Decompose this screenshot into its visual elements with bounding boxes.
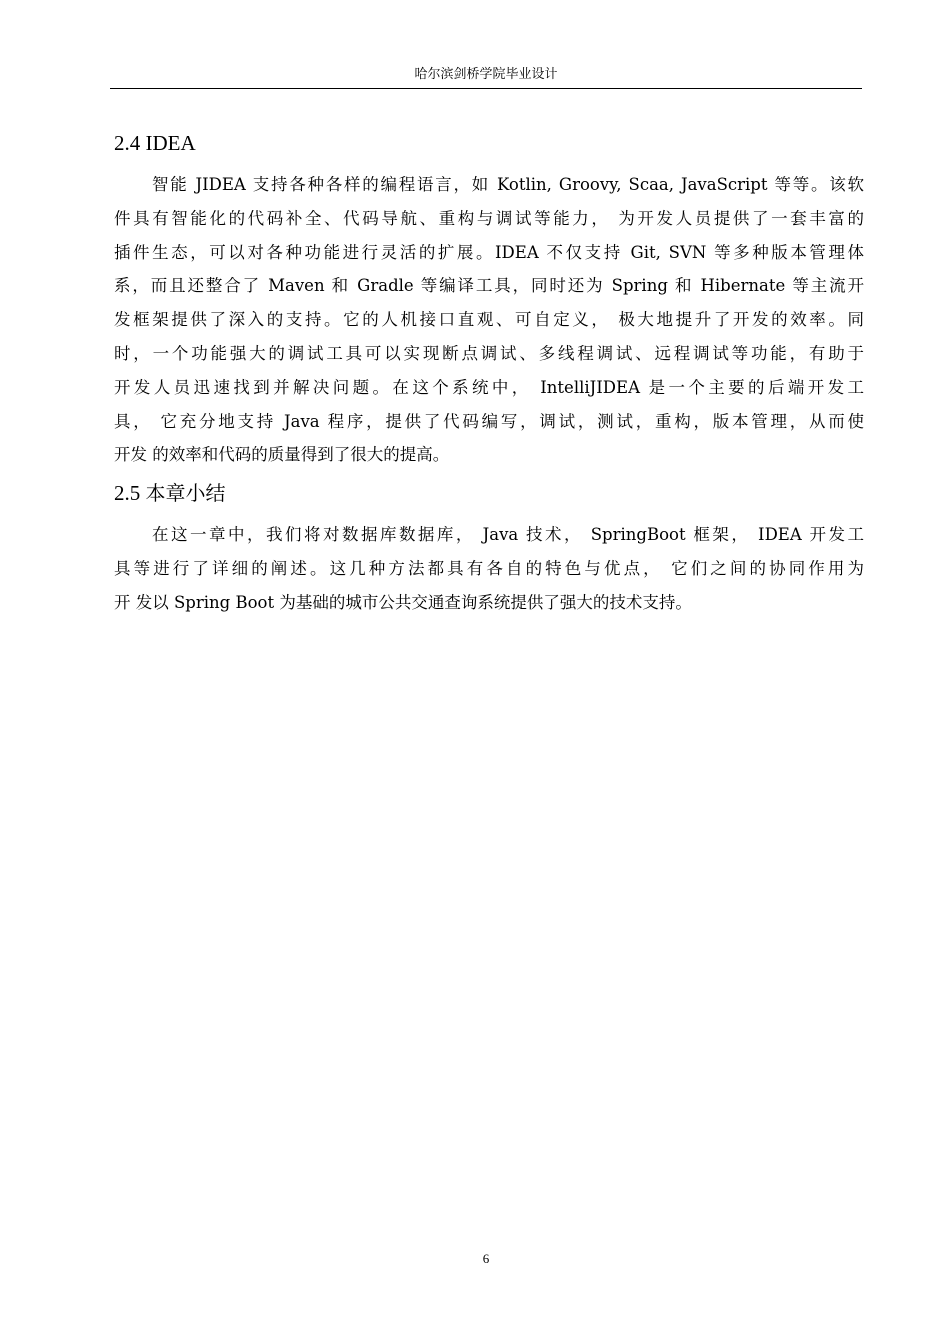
section-heading-2-5 [114,479,226,507]
paragraph-line: 在这一章中，我们将对数据库数据库， Java 技术， SpringBoot 框架， IDEA 开发工 [152,525,864,544]
paragraph-line: 开发 的效率和代码的质量得到了很大的提高。 [114,445,450,465]
section-heading-2-4 [114,129,196,157]
paragraph-line: 时，一个功能强大的调试工具可以实现断点调试、多线程调试、远程调试等功能，有助于 [114,343,864,363]
section-number: 2.4 [114,131,141,155]
section-title: IDEA [145,131,196,155]
header-divider [110,88,862,89]
section-2-4-paragraph [114,168,864,472]
paragraph-line: 开发人员迅速找到并解决问题。在这个系统中， IntelliJIDEA 是一个主要的后端开发工 [114,377,864,397]
paragraph-line: 发框架提供了深入的支持。它的人机接口直观、可自定义， 极大地提升了开发的效率。同 [114,310,864,330]
paragraph-line: 具等进行了详细的阐述。这几种方法都具有各自的特色与优点， 它们之间的协同作用为 [114,558,864,578]
section-number: 2.5 [114,481,141,505]
page-number: 6 [482,1251,490,1266]
paragraph-line: 智能 JIDEA 支持各种各样的编程语言，如 Kotlin, Groovy, Scaa, JavaScript 等等。该软 [152,175,864,194]
section-title: 本章小结 [145,481,226,505]
paragraph-line: 具， 它充分地支持 Java 程序，提供了代码编写，调试，测试，重构，版本管理，从而使 [114,411,864,431]
paragraph-line: 插件生态，可以对各种功能进行灵活的扩展。IDEA 不仅支持 Git, SVN 等多种版本管理体 [114,242,864,262]
paragraph-line: 件具有智能化的代码补全、代码导航、重构与调试等能力， 为开发人员提供了一套丰富的 [114,208,864,228]
paragraph-line: 开 发以 Spring Boot 为基础的城市公共交通查询系统提供了强大的技术支持。 [114,592,692,612]
section-2-5-paragraph [114,518,864,619]
running-header: 哈尔滨剑桥学院毕业设计 [414,67,558,82]
paragraph-line: 系，而且还整合了 Maven 和 Gradle 等编译工具，同时还为 Spring 和 Hibernate 等主流开 [114,276,864,296]
